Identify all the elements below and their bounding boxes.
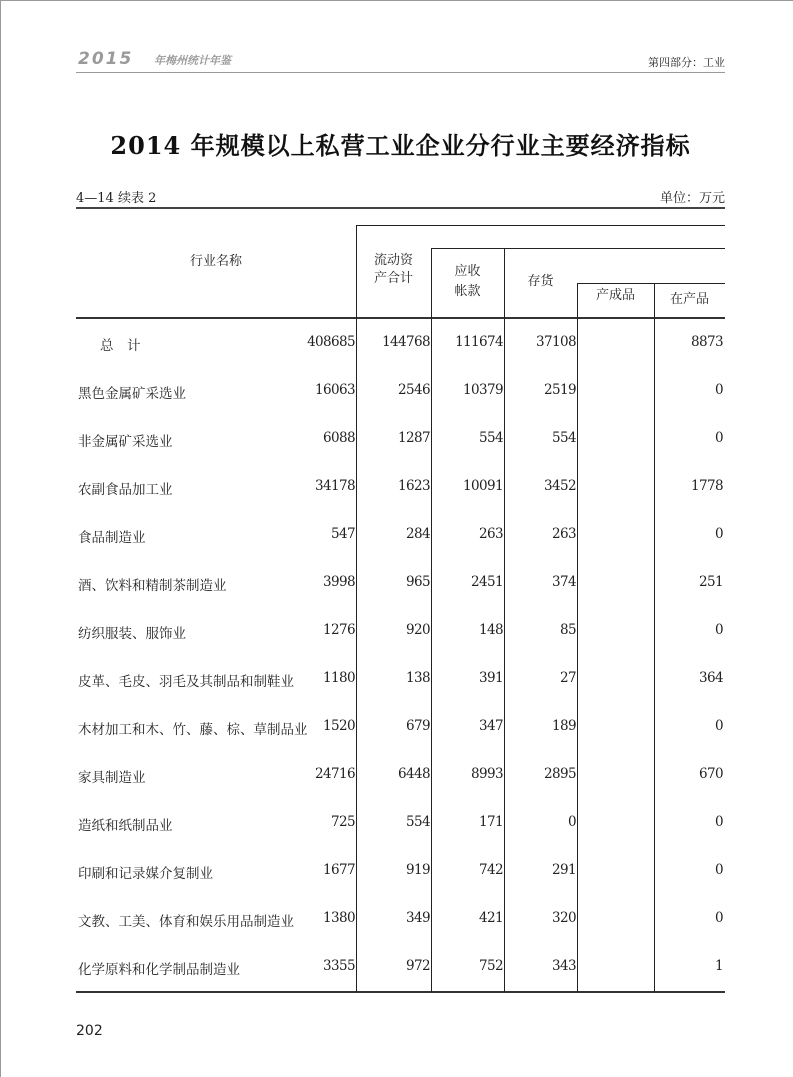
- inventory-value: 148: [479, 622, 503, 638]
- industry-name: 非金属矿采选业: [78, 434, 173, 450]
- work-in-progress-value: 364: [699, 670, 723, 686]
- header-current-assets-2: 产合计: [373, 271, 413, 286]
- table-caption-line: [76, 187, 725, 205]
- top-rule: [76, 207, 725, 209]
- receivables-value: 2546: [398, 382, 430, 398]
- table-bottom-border: [76, 991, 725, 993]
- inventory-value: 10091: [463, 478, 503, 494]
- table-row: [76, 574, 725, 594]
- finished-goods-value: 85: [560, 622, 576, 638]
- header-finished-goods: 产成品: [595, 288, 635, 303]
- table-row: [76, 862, 725, 882]
- current-assets-value: 6088: [323, 430, 355, 446]
- work-in-progress-value: 1778: [691, 478, 723, 494]
- current-assets-value: 3355: [323, 958, 355, 974]
- work-in-progress-value: 0: [715, 526, 723, 542]
- header-bottom-border: [76, 317, 725, 319]
- current-assets-value: 1276: [323, 622, 355, 638]
- header-industry: 行业名称: [189, 254, 242, 269]
- table-row: [76, 766, 725, 786]
- header-work-in-progress: 在产品: [669, 292, 709, 307]
- yearbook-year: 2015: [78, 49, 134, 69]
- receivables-value: 144768: [382, 334, 430, 350]
- current-assets-value: 1180: [323, 670, 355, 686]
- table-row: [76, 718, 725, 738]
- table-row: [76, 958, 725, 978]
- table-row: [76, 478, 725, 498]
- finished-goods-value: 0: [568, 814, 576, 830]
- finished-goods-value: 554: [552, 430, 576, 446]
- receivables-value: 1287: [398, 430, 430, 446]
- industry-name: 纺织服装、服饰业: [78, 626, 186, 642]
- finished-goods-value: 3452: [544, 478, 576, 494]
- inventory-value: 10379: [463, 382, 503, 398]
- table-row: [76, 814, 725, 834]
- industry-name: 化学原料和化学制品制造业: [78, 962, 240, 978]
- unit-label: 单位：万元: [659, 191, 725, 206]
- work-in-progress-value: 0: [715, 382, 723, 398]
- current-assets-value: 24716: [315, 766, 355, 782]
- work-in-progress-value: 251: [699, 574, 723, 590]
- header-receivables-2: 帐款: [454, 284, 481, 299]
- inventory-value: 554: [479, 430, 503, 446]
- industry-name: 家具制造业: [78, 770, 146, 786]
- industry-name: 木材加工和木、竹、藤、棕、草制品业: [78, 722, 308, 738]
- receivables-value: 679: [406, 718, 430, 734]
- inventory-value: 347: [479, 718, 503, 734]
- finished-goods-value: 263: [552, 526, 576, 542]
- current-assets-value: 1677: [323, 862, 355, 878]
- industry-name: 黑色金属矿采选业: [78, 386, 186, 402]
- table-row: [76, 334, 725, 354]
- receivables-value: 349: [406, 910, 430, 926]
- inventory-value: 742: [479, 862, 503, 878]
- inventory-value: 171: [479, 814, 503, 830]
- work-in-progress-value: 670: [699, 766, 723, 782]
- data-table: [76, 225, 725, 993]
- table-row: [76, 430, 725, 450]
- table-row: [76, 910, 725, 930]
- finished-goods-value: 291: [552, 862, 576, 878]
- inventory-value: 8993: [471, 766, 503, 782]
- finished-goods-value: 27: [560, 670, 576, 686]
- table-id: 4—14 续表 2: [76, 191, 157, 206]
- receivables-value: 6448: [398, 766, 430, 782]
- page-number: 202: [76, 1023, 103, 1039]
- finished-goods-value: 2519: [544, 382, 576, 398]
- finished-goods-value: 37108: [536, 334, 576, 350]
- current-assets-value: 547: [331, 526, 355, 542]
- current-assets-value: 408685: [307, 334, 355, 350]
- inventory-value: 2451: [471, 574, 503, 590]
- current-assets-value: 16063: [315, 382, 355, 398]
- industry-name: 印刷和记录媒介复制业: [78, 866, 213, 882]
- receivables-value: 919: [406, 862, 430, 878]
- inventory-value: 263: [479, 526, 503, 542]
- industry-name: 皮革、毛皮、羽毛及其制品和制鞋业: [78, 674, 294, 690]
- inventory-value: 421: [479, 910, 503, 926]
- work-in-progress-value: 0: [715, 814, 723, 830]
- receivables-value: 920: [406, 622, 430, 638]
- work-in-progress-value: 0: [715, 862, 723, 878]
- receivables-value: 1623: [398, 478, 430, 494]
- finished-goods-value: 374: [552, 574, 576, 590]
- receivables-value: 972: [406, 958, 430, 974]
- work-in-progress-value: 0: [715, 430, 723, 446]
- section-title: 第四部分：工业: [648, 56, 725, 69]
- running-head: [76, 46, 725, 73]
- table-row: [76, 670, 725, 690]
- inventory-value: 391: [479, 670, 503, 686]
- header-third-border: [577, 283, 725, 284]
- industry-name: 酒、饮料和精制茶制造业: [78, 578, 227, 594]
- current-assets-value: 1380: [323, 910, 355, 926]
- header-top-border: [356, 225, 725, 226]
- work-in-progress-value: 0: [715, 718, 723, 734]
- current-assets-value: 725: [331, 814, 355, 830]
- header-current-assets-1: 流动资: [373, 253, 413, 268]
- work-in-progress-value: 0: [715, 910, 723, 926]
- current-assets-value: 34178: [315, 478, 355, 494]
- industry-name: 食品制造业: [78, 530, 146, 546]
- table-row: [76, 382, 725, 402]
- industry-name: 农副食品加工业: [78, 482, 173, 498]
- receivables-value: 965: [406, 574, 430, 590]
- industry-name: 总 计: [100, 338, 141, 354]
- finished-goods-value: 320: [552, 910, 576, 926]
- header-inventory: 存货: [527, 274, 554, 289]
- industry-name: 造纸和纸制品业: [78, 818, 173, 834]
- header-receivables-1: 应收: [454, 264, 481, 279]
- current-assets-value: 1520: [323, 718, 355, 734]
- table-row: [76, 526, 725, 546]
- receivables-value: 138: [406, 670, 430, 686]
- page-title: 2014 年规模以上私营工业企业分行业主要经济指标: [110, 131, 691, 160]
- finished-goods-value: 343: [552, 958, 576, 974]
- industry-name: 文教、工美、体育和娱乐用品制造业: [78, 914, 294, 930]
- current-assets-value: 3998: [323, 574, 355, 590]
- finished-goods-value: 2895: [544, 766, 576, 782]
- receivables-value: 284: [406, 526, 430, 542]
- inventory-value: 111674: [455, 334, 503, 350]
- header-second-border: [431, 248, 725, 249]
- finished-goods-value: 189: [552, 718, 576, 734]
- table-row: [76, 622, 725, 642]
- yearbook-title: 年梅州统计年鉴: [154, 54, 231, 67]
- inventory-value: 752: [479, 958, 503, 974]
- work-in-progress-value: 1: [715, 958, 723, 974]
- receivables-value: 554: [406, 814, 430, 830]
- work-in-progress-value: 0: [715, 622, 723, 638]
- work-in-progress-value: 8873: [691, 334, 723, 350]
